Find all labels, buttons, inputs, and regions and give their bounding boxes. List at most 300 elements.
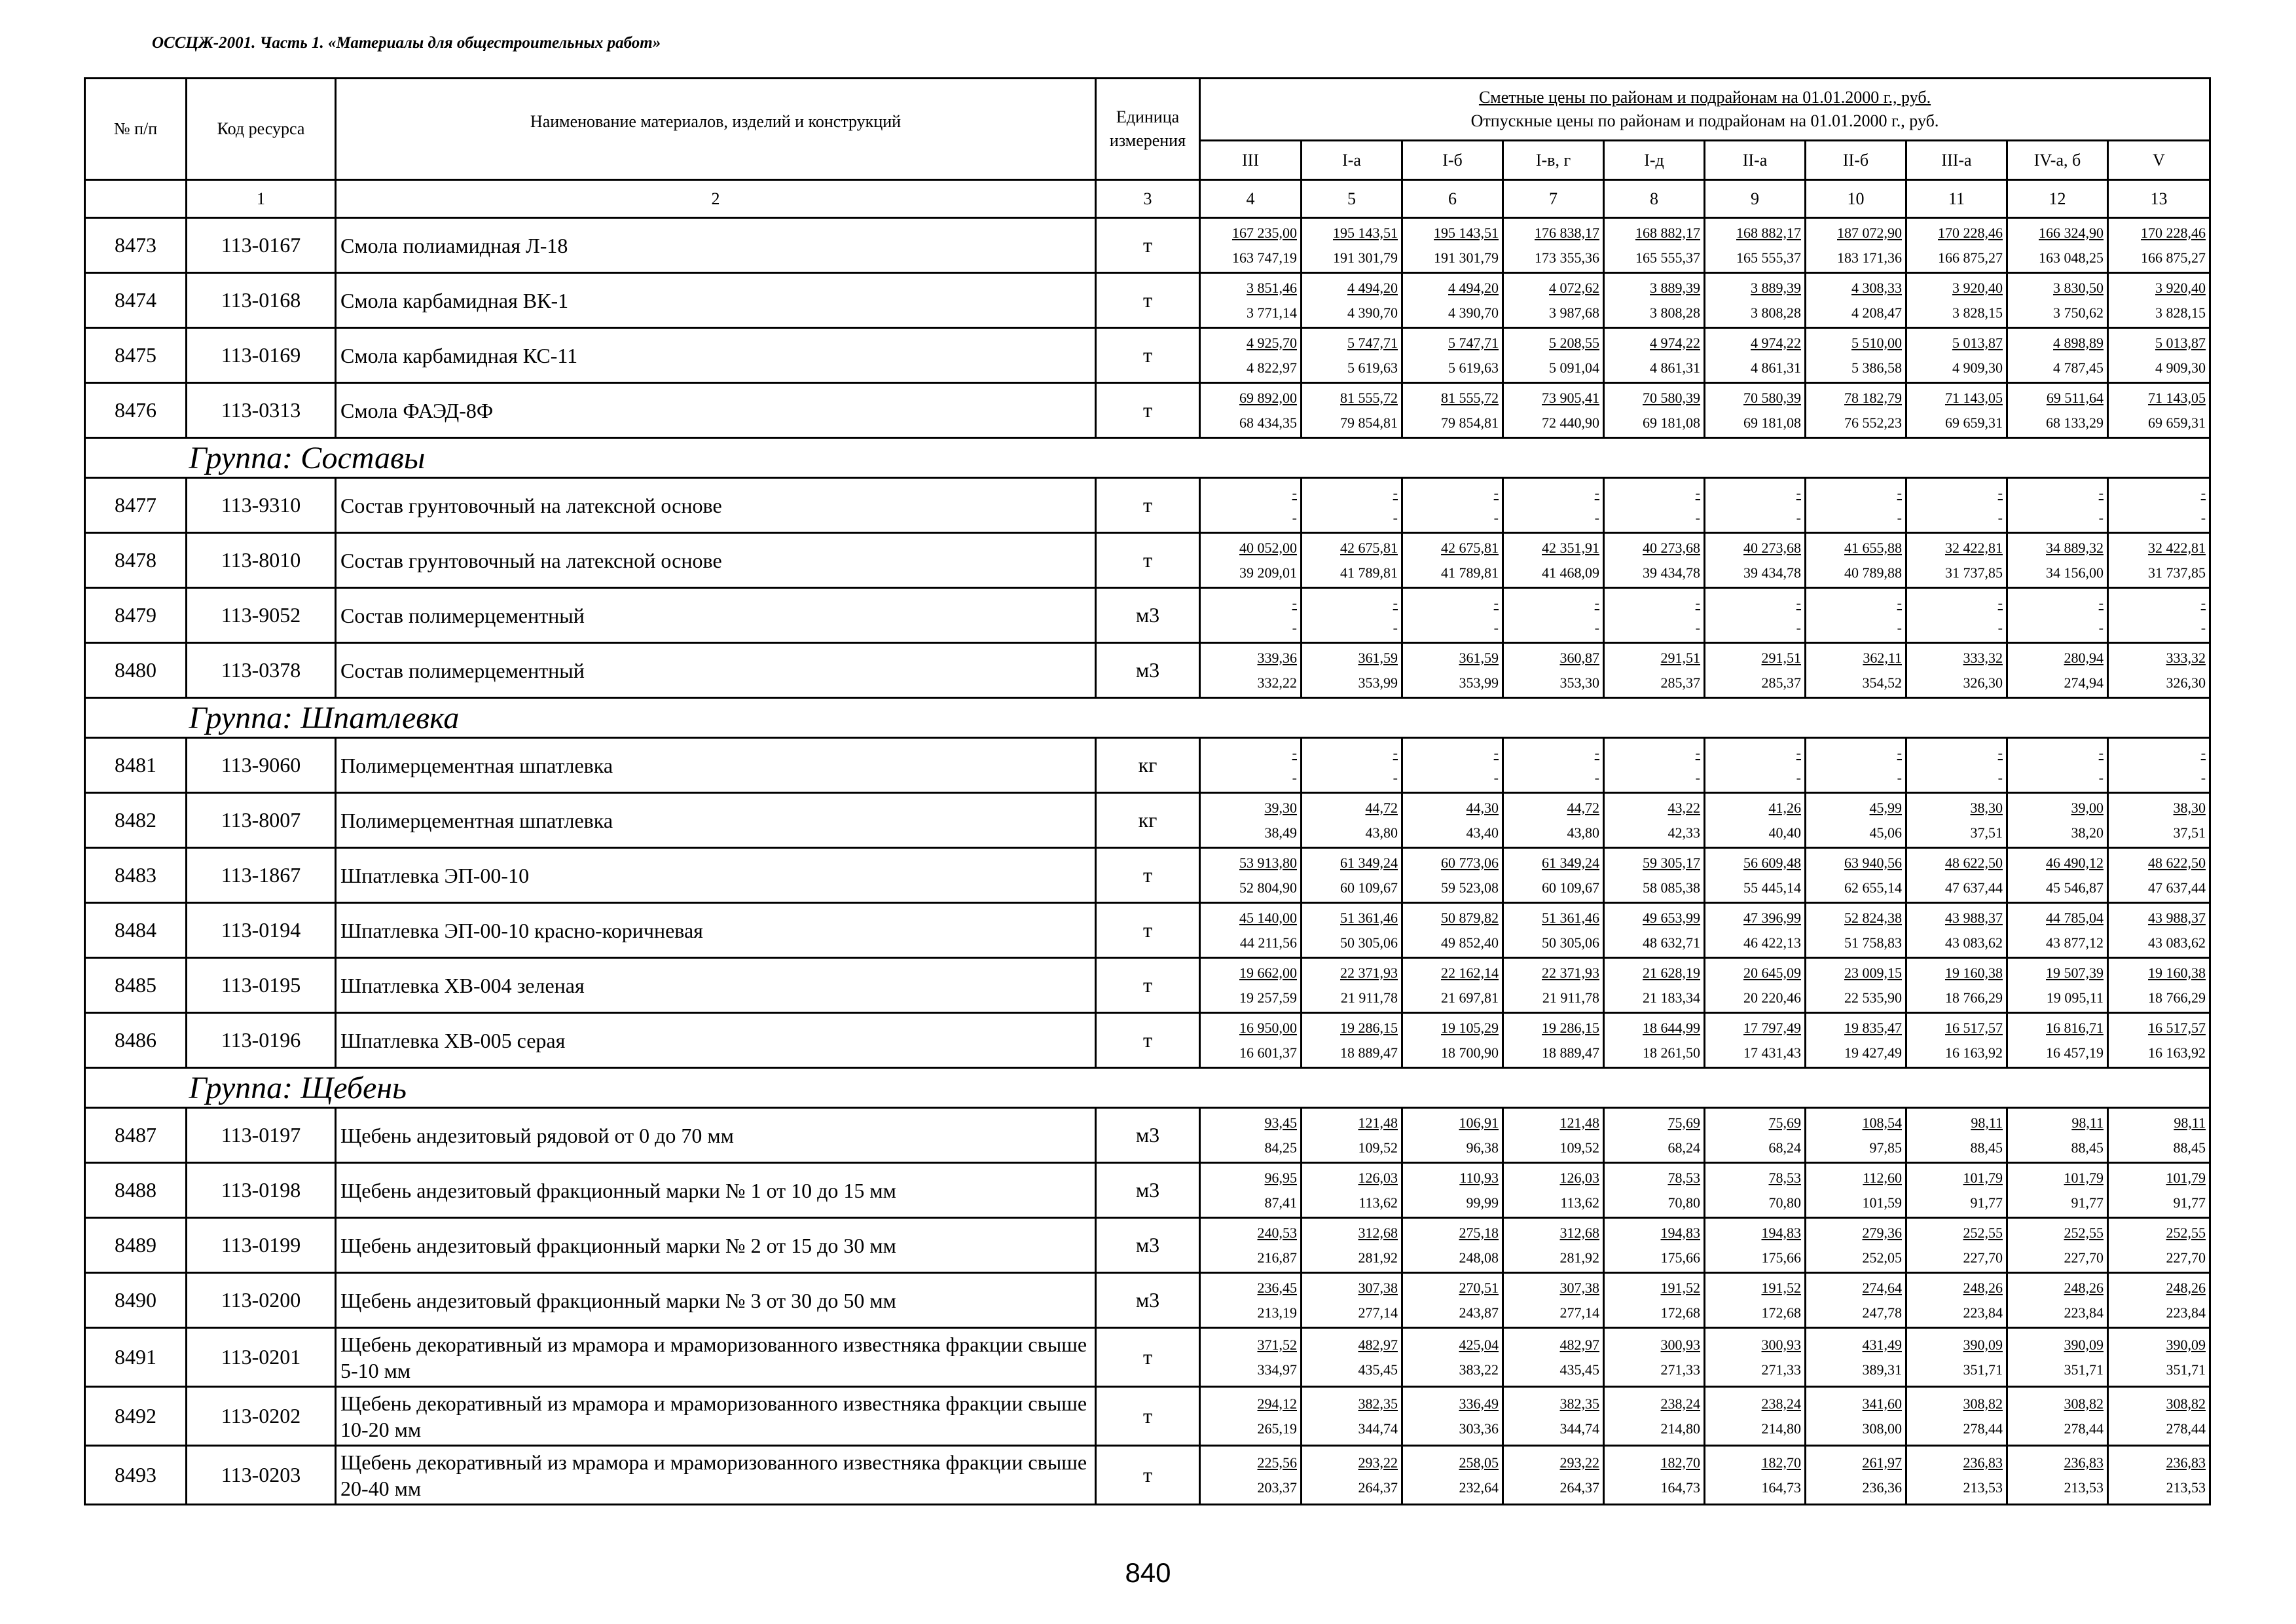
release-price: 16 163,92 bbox=[2148, 1044, 2206, 1061]
resource-code: 113-0313 bbox=[187, 383, 336, 438]
release-price: 165 555,37 bbox=[1635, 249, 1700, 266]
release-price: 3 771,14 bbox=[1247, 304, 1297, 321]
release-price: 109,52 bbox=[1358, 1139, 1398, 1156]
release-price: 69 659,31 bbox=[2148, 414, 2206, 431]
price-cell bbox=[1705, 383, 1806, 438]
column-number: 12 bbox=[2007, 180, 2108, 218]
release-price: 37,51 bbox=[1970, 824, 2003, 841]
unit: кг bbox=[1096, 793, 1200, 848]
release-price: 43 083,62 bbox=[2148, 934, 2206, 951]
row-number: 8474 bbox=[85, 273, 187, 328]
price-cell bbox=[1604, 1163, 1705, 1218]
price-cell bbox=[1604, 848, 1705, 903]
price-cell bbox=[1503, 738, 1604, 793]
price-cell bbox=[1503, 1108, 1604, 1163]
release-price: - bbox=[1897, 769, 1902, 786]
release-price: - bbox=[1796, 509, 1801, 526]
price-cell bbox=[2108, 328, 2210, 383]
estimate-price: 4 925,70 bbox=[1247, 334, 1297, 351]
estimate-price: 236,83 bbox=[1963, 1454, 2003, 1471]
release-price: 351,71 bbox=[1963, 1361, 2003, 1378]
price-table bbox=[84, 77, 2211, 1505]
price-cell bbox=[1200, 1273, 1302, 1328]
unit: м3 bbox=[1096, 1218, 1200, 1273]
resource-code: 113-9310 bbox=[187, 478, 336, 533]
estimate-price: 108,54 bbox=[1862, 1114, 1902, 1131]
price-cell bbox=[1604, 588, 1705, 643]
estimate-price: - bbox=[2200, 484, 2206, 501]
price-cell bbox=[1604, 478, 1705, 533]
release-price: - bbox=[1594, 509, 1599, 526]
row-number: 8473 bbox=[85, 218, 187, 273]
release-price: 113,62 bbox=[1560, 1194, 1599, 1211]
release-price: 3 808,28 bbox=[1751, 304, 1801, 321]
col-header-name: Наименование материалов, изделий и конструкций bbox=[336, 79, 1096, 180]
estimate-price: 22 371,93 bbox=[1340, 964, 1398, 981]
price-cell bbox=[1806, 1273, 1906, 1328]
table-row bbox=[85, 1328, 2210, 1387]
estimate-price: 40 052,00 bbox=[1239, 539, 1297, 556]
price-cell bbox=[2108, 1108, 2210, 1163]
release-price: 3 750,62 bbox=[2053, 304, 2104, 321]
price-cell bbox=[2007, 903, 2108, 958]
release-price: 351,71 bbox=[2064, 1361, 2104, 1378]
estimate-price: 93,45 bbox=[1264, 1114, 1297, 1131]
estimate-price: 167 235,00 bbox=[1232, 224, 1297, 241]
price-cell bbox=[1503, 1163, 1604, 1218]
unit: т bbox=[1096, 903, 1200, 958]
estimate-price: - bbox=[1594, 484, 1599, 501]
release-price: 223,84 bbox=[2166, 1304, 2206, 1321]
group-title: Группа: Шпатлевка bbox=[187, 698, 2210, 738]
price-cell bbox=[1806, 793, 1906, 848]
column-number: 3 bbox=[1096, 180, 1200, 218]
release-price: 164,73 bbox=[1660, 1479, 1700, 1496]
estimate-price: 47 396,99 bbox=[1743, 909, 1801, 926]
price-cell bbox=[1906, 1163, 2007, 1218]
release-price: 435,45 bbox=[1559, 1361, 1599, 1378]
resource-code: 113-0201 bbox=[187, 1328, 336, 1387]
price-cell bbox=[1604, 903, 1705, 958]
release-price: 278,44 bbox=[2166, 1420, 2206, 1437]
estimate-price: 4 974,22 bbox=[1751, 334, 1801, 351]
release-price: 47 637,44 bbox=[1945, 879, 2003, 896]
price-cell bbox=[1402, 478, 1503, 533]
estimate-price: - bbox=[1393, 484, 1398, 501]
table-row bbox=[85, 328, 2210, 383]
price-cell bbox=[1402, 273, 1503, 328]
price-cell bbox=[1705, 588, 1806, 643]
release-price: 88,45 bbox=[1970, 1139, 2003, 1156]
estimate-price: 60 773,06 bbox=[1441, 854, 1499, 871]
row-number: 8489 bbox=[85, 1218, 187, 1273]
estimate-price: 168 882,17 bbox=[1736, 224, 1801, 241]
price-cell bbox=[1503, 1013, 1604, 1068]
row-number: 8475 bbox=[85, 328, 187, 383]
estimate-price: - bbox=[1493, 484, 1499, 501]
estimate-price: 81 555,72 bbox=[1340, 389, 1398, 406]
release-price: 70,80 bbox=[1768, 1194, 1801, 1211]
release-price: - bbox=[1393, 509, 1398, 526]
price-cell bbox=[1302, 793, 1402, 848]
estimate-price: 195 143,51 bbox=[1434, 224, 1499, 241]
table-row bbox=[85, 848, 2210, 903]
estimate-price: 258,05 bbox=[1459, 1454, 1499, 1471]
price-cell bbox=[2007, 1387, 2108, 1446]
release-price: 40,40 bbox=[1768, 824, 1801, 841]
price-cell bbox=[1503, 1446, 1604, 1505]
price-cell bbox=[1806, 1446, 1906, 1505]
release-price: 4 208,47 bbox=[1851, 304, 1902, 321]
material-name: Шпатлевка ХВ-005 серая bbox=[336, 1013, 1096, 1068]
row-number: 8486 bbox=[85, 1013, 187, 1068]
estimate-price: - bbox=[1997, 594, 2003, 611]
release-price: 166 875,27 bbox=[1938, 249, 2003, 266]
release-price: 4 861,31 bbox=[1650, 359, 1700, 376]
group-title: Группа: Составы bbox=[187, 438, 2210, 478]
estimate-price: 98,11 bbox=[2174, 1114, 2206, 1131]
table-row bbox=[85, 1446, 2210, 1505]
release-price: 43 877,12 bbox=[2046, 934, 2104, 951]
unit: м3 bbox=[1096, 588, 1200, 643]
unit: м3 bbox=[1096, 1108, 1200, 1163]
resource-code: 113-0169 bbox=[187, 328, 336, 383]
release-price: - bbox=[1695, 769, 1700, 786]
release-price: 214,80 bbox=[1761, 1420, 1801, 1437]
release-price: 252,05 bbox=[1862, 1249, 1902, 1266]
column-number: 4 bbox=[1200, 180, 1302, 218]
estimate-price: 308,82 bbox=[2064, 1395, 2104, 1412]
price-cell bbox=[2108, 273, 2210, 328]
release-price: - bbox=[1997, 769, 2003, 786]
table-row bbox=[85, 1108, 2210, 1163]
price-cell bbox=[1604, 643, 1705, 698]
release-price: 96,38 bbox=[1466, 1139, 1499, 1156]
estimate-price: - bbox=[1997, 484, 2003, 501]
release-price: 18 700,90 bbox=[1441, 1044, 1499, 1061]
release-price: 68 434,35 bbox=[1239, 414, 1297, 431]
price-cell bbox=[2108, 1328, 2210, 1387]
material-name: Смола карбамидная ВК-1 bbox=[336, 273, 1096, 328]
price-cell bbox=[1705, 478, 1806, 533]
row-number: 8480 bbox=[85, 643, 187, 698]
price-cell bbox=[1906, 1328, 2007, 1387]
estimate-price: 38,30 bbox=[1970, 799, 2003, 816]
price-cell bbox=[2108, 588, 2210, 643]
price-cell bbox=[1503, 588, 1604, 643]
estimate-price: - bbox=[1292, 484, 1297, 501]
price-cell bbox=[1906, 478, 2007, 533]
price-cell bbox=[2007, 1013, 2108, 1068]
estimate-price: 19 286,15 bbox=[1340, 1019, 1398, 1036]
estimate-price: 4 308,33 bbox=[1851, 279, 1902, 296]
estimate-price: 43,22 bbox=[1667, 799, 1700, 816]
estimate-price: - bbox=[1493, 744, 1499, 761]
release-price: 18 261,50 bbox=[1643, 1044, 1700, 1061]
estimate-price: 168 882,17 bbox=[1635, 224, 1700, 241]
release-price: 16 163,92 bbox=[1945, 1044, 2003, 1061]
release-price: 37,51 bbox=[2173, 824, 2206, 841]
price-cell bbox=[1604, 958, 1705, 1013]
estimate-price: - bbox=[1594, 744, 1599, 761]
document-header: ОССЦЖ-2001. Часть 1. «Материалы для общестроительных работ» bbox=[152, 34, 661, 52]
price-cell bbox=[2108, 1446, 2210, 1505]
estimate-price: 4 494,20 bbox=[1448, 279, 1499, 296]
material-name: Состав полимерцементный bbox=[336, 643, 1096, 698]
release-price: 223,84 bbox=[1963, 1304, 2003, 1321]
table-row bbox=[85, 793, 2210, 848]
price-cell bbox=[1705, 1387, 1806, 1446]
release-price: 236,36 bbox=[1862, 1479, 1902, 1496]
release-price: 51 758,83 bbox=[1844, 934, 1902, 951]
price-cell bbox=[1806, 1328, 1906, 1387]
region-header: V bbox=[2108, 141, 2210, 180]
price-cell bbox=[1302, 273, 1402, 328]
resource-code: 113-8010 bbox=[187, 533, 336, 588]
release-price: 68 133,29 bbox=[2046, 414, 2104, 431]
resource-code: 113-9060 bbox=[187, 738, 336, 793]
price-cell bbox=[1705, 1108, 1806, 1163]
estimate-price: 238,24 bbox=[1660, 1395, 1700, 1412]
estimate-price: 110,93 bbox=[1459, 1169, 1499, 1186]
price-cell bbox=[1705, 793, 1806, 848]
estimate-price: 5 510,00 bbox=[1851, 334, 1902, 351]
release-price: 79 854,81 bbox=[1340, 414, 1398, 431]
release-price: 332,22 bbox=[1257, 674, 1297, 691]
unit: т bbox=[1096, 1387, 1200, 1446]
price-cell bbox=[1906, 738, 2007, 793]
price-cell bbox=[1806, 1163, 1906, 1218]
estimate-price: - bbox=[1695, 594, 1700, 611]
price-cell bbox=[1200, 848, 1302, 903]
price-cell bbox=[1200, 328, 1302, 383]
price-cell bbox=[1200, 1218, 1302, 1273]
table-row bbox=[85, 533, 2210, 588]
price-cell bbox=[1200, 903, 1302, 958]
release-price: 38,20 bbox=[2071, 824, 2104, 841]
price-cell bbox=[2108, 383, 2210, 438]
price-cell bbox=[1906, 1273, 2007, 1328]
release-price: - bbox=[1695, 509, 1700, 526]
release-price: 265,19 bbox=[1257, 1420, 1297, 1437]
region-header: III-а bbox=[1906, 141, 2007, 180]
price-cell bbox=[1806, 218, 1906, 273]
column-number-row bbox=[85, 180, 2210, 218]
estimate-price: 194,83 bbox=[1660, 1224, 1700, 1241]
material-name: Состав грунтовочный на латексной основе bbox=[336, 533, 1096, 588]
release-price: 4 787,45 bbox=[2053, 359, 2104, 376]
price-cell bbox=[1503, 328, 1604, 383]
price-cell bbox=[1705, 1218, 1806, 1273]
table-body bbox=[85, 218, 2210, 1505]
estimate-price: 16 816,71 bbox=[2046, 1019, 2104, 1036]
estimate-price: 71 143,05 bbox=[2148, 389, 2206, 406]
release-price: 58 085,38 bbox=[1643, 879, 1700, 896]
estimate-price: - bbox=[2098, 594, 2104, 611]
estimate-price: 225,56 bbox=[1257, 1454, 1297, 1471]
estimate-price: 61 349,24 bbox=[1542, 854, 1599, 871]
release-price: 19 095,11 bbox=[2046, 989, 2104, 1006]
group-row bbox=[85, 698, 2210, 738]
price-cell bbox=[1906, 958, 2007, 1013]
price-cell bbox=[2108, 218, 2210, 273]
release-price: 69 181,08 bbox=[1743, 414, 1801, 431]
estimate-price: 45,99 bbox=[1869, 799, 1902, 816]
release-price: 213,53 bbox=[2064, 1479, 2104, 1496]
price-cell bbox=[2108, 1273, 2210, 1328]
price-cell bbox=[1402, 958, 1503, 1013]
table-header bbox=[85, 79, 2210, 218]
price-cell bbox=[1200, 1328, 1302, 1387]
price-cell bbox=[1906, 643, 2007, 698]
release-price: 5 386,58 bbox=[1851, 359, 1902, 376]
price-cell bbox=[1604, 1218, 1705, 1273]
column-number-blank bbox=[85, 180, 187, 218]
estimate-price: - bbox=[1393, 594, 1398, 611]
release-price: 183 171,36 bbox=[1837, 249, 1902, 266]
material-name: Шпатлевка ЭП-00-10 красно-коричневая bbox=[336, 903, 1096, 958]
release-price: 175,66 bbox=[1761, 1249, 1801, 1266]
estimate-price: 43 988,37 bbox=[2148, 909, 2206, 926]
release-price: 5 619,63 bbox=[1347, 359, 1398, 376]
release-price: 39 434,78 bbox=[1643, 564, 1700, 581]
resource-code: 113-1867 bbox=[187, 848, 336, 903]
release-price: 22 535,90 bbox=[1844, 989, 1902, 1006]
estimate-price: 75,69 bbox=[1768, 1114, 1801, 1131]
prices-header-release: Отпускные цены по районам и подрайонам на 01.01.2000 г., руб. bbox=[1470, 111, 1939, 130]
row-number: 8483 bbox=[85, 848, 187, 903]
release-price: 113,62 bbox=[1358, 1194, 1398, 1211]
region-header: II-б bbox=[1806, 141, 1906, 180]
release-price: 281,92 bbox=[1358, 1249, 1398, 1266]
unit: м3 bbox=[1096, 643, 1200, 698]
column-number: 9 bbox=[1705, 180, 1806, 218]
release-price: 264,37 bbox=[1559, 1479, 1599, 1496]
estimate-price: 78,53 bbox=[1667, 1169, 1700, 1186]
unit: м3 bbox=[1096, 1163, 1200, 1218]
estimate-price: 101,79 bbox=[2064, 1169, 2104, 1186]
estimate-price: 293,22 bbox=[1358, 1454, 1398, 1471]
estimate-price: 339,36 bbox=[1257, 649, 1297, 666]
release-price: 303,36 bbox=[1459, 1420, 1499, 1437]
release-price: 45,06 bbox=[1869, 824, 1902, 841]
price-cell bbox=[1705, 1013, 1806, 1068]
estimate-price: 19 507,39 bbox=[2046, 964, 2104, 981]
column-number: 10 bbox=[1806, 180, 1906, 218]
release-price: 213,53 bbox=[2166, 1479, 2206, 1496]
estimate-price: 20 645,09 bbox=[1743, 964, 1801, 981]
region-header: I-а bbox=[1302, 141, 1402, 180]
release-price: 60 109,67 bbox=[1542, 879, 1599, 896]
col-header-num: № п/п bbox=[85, 79, 187, 180]
estimate-price: 78,53 bbox=[1768, 1169, 1801, 1186]
estimate-price: 16 517,57 bbox=[1945, 1019, 2003, 1036]
price-cell bbox=[1604, 738, 1705, 793]
estimate-price: - bbox=[2098, 744, 2104, 761]
row-number: 8492 bbox=[85, 1387, 187, 1446]
estimate-price: 51 361,46 bbox=[1340, 909, 1398, 926]
estimate-price: 312,68 bbox=[1358, 1224, 1398, 1241]
estimate-price: 4 898,89 bbox=[2053, 334, 2104, 351]
release-price: 88,45 bbox=[2071, 1139, 2104, 1156]
estimate-price: 112,60 bbox=[1863, 1169, 1902, 1186]
price-cell bbox=[1402, 1446, 1503, 1505]
price-cell bbox=[1705, 533, 1806, 588]
release-price: 203,37 bbox=[1257, 1479, 1297, 1496]
release-price: 163 747,19 bbox=[1232, 249, 1297, 266]
price-cell bbox=[1906, 588, 2007, 643]
group-blank-cell bbox=[85, 438, 187, 478]
release-price: 4 861,31 bbox=[1751, 359, 1801, 376]
estimate-price: - bbox=[1897, 484, 1902, 501]
estimate-price: 3 920,40 bbox=[2155, 279, 2206, 296]
price-cell bbox=[1302, 1013, 1402, 1068]
estimate-price: 96,95 bbox=[1264, 1169, 1297, 1186]
price-cell bbox=[1604, 1013, 1705, 1068]
estimate-price: 248,26 bbox=[2064, 1279, 2104, 1296]
estimate-price: 300,93 bbox=[1761, 1336, 1801, 1353]
release-price: 18 889,47 bbox=[1542, 1044, 1599, 1061]
release-price: 191 301,79 bbox=[1434, 249, 1499, 266]
price-cell bbox=[2108, 738, 2210, 793]
estimate-price: 248,26 bbox=[2166, 1279, 2206, 1296]
release-price: - bbox=[2200, 509, 2206, 526]
unit: т bbox=[1096, 383, 1200, 438]
price-cell bbox=[1302, 328, 1402, 383]
estimate-price: 362,11 bbox=[1863, 649, 1902, 666]
release-price: 99,99 bbox=[1466, 1194, 1499, 1211]
estimate-price: 44,72 bbox=[1365, 799, 1398, 816]
unit: т bbox=[1096, 478, 1200, 533]
release-price: 383,22 bbox=[1459, 1361, 1499, 1378]
price-cell bbox=[2007, 218, 2108, 273]
price-cell bbox=[1705, 848, 1806, 903]
estimate-price: - bbox=[1997, 744, 2003, 761]
group-row bbox=[85, 438, 2210, 478]
estimate-price: 275,18 bbox=[1459, 1224, 1499, 1241]
release-price: - bbox=[1997, 509, 2003, 526]
resource-code: 113-0203 bbox=[187, 1446, 336, 1505]
estimate-price: 51 361,46 bbox=[1542, 909, 1599, 926]
price-cell bbox=[1302, 643, 1402, 698]
price-cell bbox=[1806, 273, 1906, 328]
estimate-price: 19 286,15 bbox=[1542, 1019, 1599, 1036]
release-price: 271,33 bbox=[1761, 1361, 1801, 1378]
estimate-price: 56 609,48 bbox=[1743, 854, 1801, 871]
price-cell bbox=[1604, 218, 1705, 273]
release-price: 21 183,34 bbox=[1643, 989, 1700, 1006]
release-price: 354,52 bbox=[1862, 674, 1902, 691]
price-cell bbox=[2108, 1013, 2210, 1068]
estimate-price: 5 013,87 bbox=[2155, 334, 2206, 351]
release-price: 59 523,08 bbox=[1441, 879, 1499, 896]
price-cell bbox=[1705, 643, 1806, 698]
estimate-price: 69 892,00 bbox=[1239, 389, 1297, 406]
estimate-price: 69 511,64 bbox=[2046, 389, 2104, 406]
release-price: 16 601,37 bbox=[1239, 1044, 1297, 1061]
material-name: Полимерцементная шпатлевка bbox=[336, 793, 1096, 848]
estimate-price: 3 889,39 bbox=[1650, 279, 1700, 296]
unit: т bbox=[1096, 533, 1200, 588]
estimate-price: 63 940,56 bbox=[1844, 854, 1902, 871]
price-cell bbox=[1302, 533, 1402, 588]
release-price: 41 468,09 bbox=[1542, 564, 1599, 581]
release-price: - bbox=[1493, 619, 1499, 636]
release-price: 173 355,36 bbox=[1535, 249, 1599, 266]
price-cell bbox=[1302, 903, 1402, 958]
price-cell bbox=[1604, 1387, 1705, 1446]
release-price: 278,44 bbox=[1963, 1420, 2003, 1437]
